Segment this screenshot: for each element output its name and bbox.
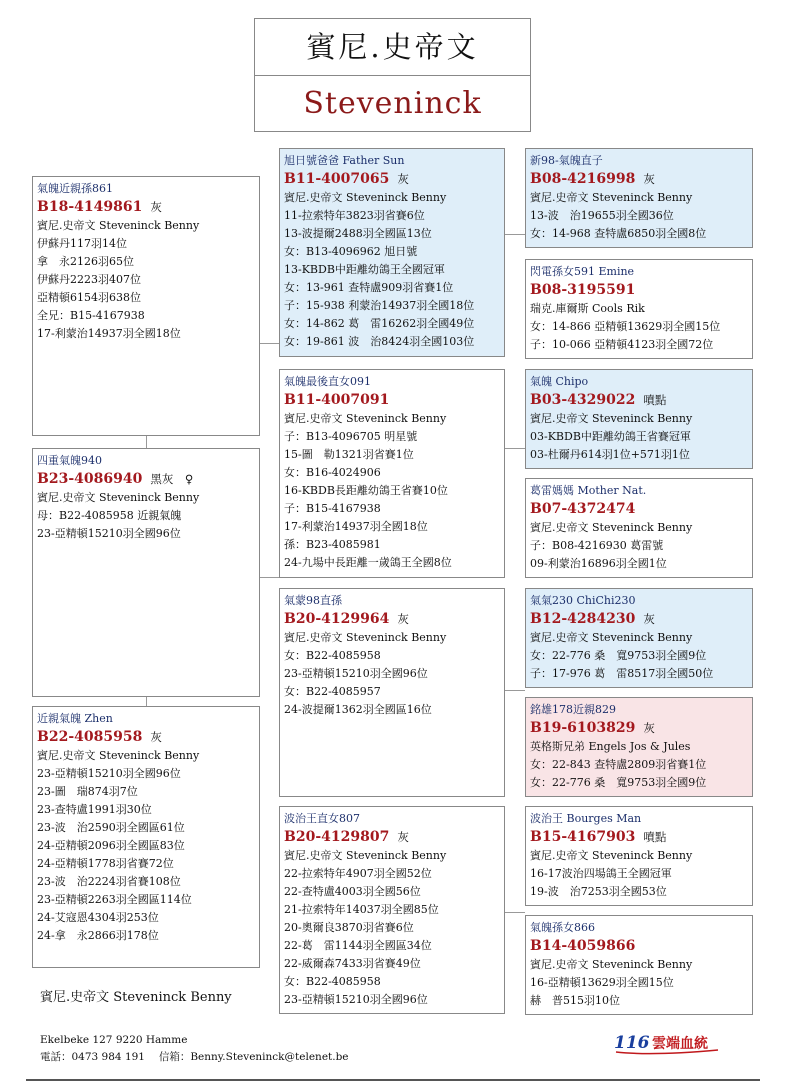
ring-number: B23-4086940 黑灰 ♀ bbox=[37, 471, 194, 487]
bird-name: 銘雄178近親829 bbox=[530, 703, 616, 716]
result-line: 女：19-861 波 治8424羽全國103位 bbox=[284, 335, 475, 348]
ring-number: B12-4284230 灰 bbox=[530, 611, 655, 627]
result-line: 子：17-976 葛 雷8517羽全國50位 bbox=[530, 667, 714, 680]
connector-dam-damsire bbox=[146, 697, 147, 706]
result-line: 女：22-776 桑 寬9753羽全國9位 bbox=[530, 776, 707, 789]
result-line: 22-拉索特年4907羽全國52位 bbox=[284, 867, 432, 880]
logo-text: 雲端血統 bbox=[652, 1036, 708, 1052]
pedigree-box-ggp-7 bbox=[525, 806, 753, 906]
result-line: 賓尼.史帝文 Steveninck Benny bbox=[284, 631, 447, 644]
bird-name: 近親氣魄 Zhen bbox=[37, 712, 113, 725]
result-line: 赫 普515羽10位 bbox=[530, 994, 620, 1007]
result-line: 15-圖 勒1321羽省賽1位 bbox=[284, 448, 414, 461]
result-line: 拿 永2126羽65位 bbox=[37, 255, 134, 268]
result-line: 19-波 治7253羽全國53位 bbox=[530, 885, 667, 898]
result-line: 11-拉索特年3823羽省賽6位 bbox=[284, 209, 425, 222]
bottom-rule bbox=[26, 1079, 760, 1081]
ring-number: B19-6103829 灰 bbox=[530, 720, 655, 736]
result-line: 13-波 治19655羽全國36位 bbox=[530, 209, 674, 222]
result-line: 伊蘇丹117羽14位 bbox=[37, 237, 127, 250]
pedigree-box-sire bbox=[32, 176, 260, 436]
ring-number: B20-4129807 灰 bbox=[284, 829, 409, 845]
pedigree-box-ggp-1 bbox=[525, 148, 753, 248]
result-line: 女：22-843 查特盧2809羽省賽1位 bbox=[530, 758, 707, 771]
result-line: 賓尼.史帝文 Steveninck Benny bbox=[530, 412, 693, 425]
plumage-color: 灰 bbox=[397, 612, 409, 626]
pedigree-box-ggp-5 bbox=[525, 588, 753, 688]
result-line: 女：14-862 葛 雷16262羽全國49位 bbox=[284, 317, 475, 330]
result-line: 亞精頓6154羽638位 bbox=[37, 291, 141, 304]
result-line: 16-17波治四場鴿王全國冠軍 bbox=[530, 867, 672, 880]
result-line: 22-查特盧4003羽全國56位 bbox=[284, 885, 421, 898]
breeder-signature: 賓尼.史帝文 Steveninck Benny bbox=[40, 990, 232, 1005]
result-line: 賓尼.史帝文 Steveninck Benny bbox=[530, 958, 693, 971]
result-line: 賓尼.史帝文 Steveninck Benny bbox=[284, 191, 447, 204]
result-line: 23-亞精頓15210羽全國96位 bbox=[37, 767, 181, 780]
result-line: 13-波提爾2488羽全國區13位 bbox=[284, 227, 432, 240]
pedigree-box-grandsire-2 bbox=[279, 588, 505, 797]
brand-logo bbox=[612, 1030, 722, 1058]
breeder-name-chinese: 賓尼.史帝文 bbox=[255, 19, 530, 76]
result-line: 子：10-066 亞精頓4123羽全國72位 bbox=[530, 338, 714, 351]
plumage-color: 噴點 bbox=[643, 393, 667, 407]
pedigree-box-ggp-2 bbox=[525, 259, 753, 359]
result-line: 22-威爾森7433羽省賽49位 bbox=[284, 957, 421, 970]
ring-number: B20-4129964 灰 bbox=[284, 611, 409, 627]
connector-sire-gp1 bbox=[260, 343, 279, 344]
result-line: 24-拿 永2866羽178位 bbox=[37, 929, 159, 942]
bird-name: 閃電孫女591 Emine bbox=[530, 265, 635, 278]
ring-number: B11-4007065 灰 bbox=[284, 171, 409, 187]
ring-number: B07-4372474 bbox=[530, 501, 636, 517]
result-line: 賓尼.史帝文 Steveninck Benny bbox=[530, 191, 693, 204]
plumage-color: 灰 bbox=[643, 612, 655, 626]
result-line: 23-查特盧1991羽30位 bbox=[37, 803, 152, 816]
result-line: 賓尼.史帝文 Steveninck Benny bbox=[37, 491, 200, 504]
result-line: 母：B22-4085958 近親氣魄 bbox=[37, 509, 182, 522]
connector-gp3-ggp5 bbox=[505, 690, 525, 691]
breeder-name-english: Steveninck bbox=[303, 86, 482, 121]
contact-block bbox=[40, 1032, 349, 1066]
result-line: 22-葛 雷1144羽全國區34位 bbox=[284, 939, 432, 952]
connector-gp1-ggp1 bbox=[505, 234, 525, 235]
result-line: 23-亞精頓15210羽全國96位 bbox=[284, 667, 428, 680]
result-line: 23-亞精頓15210羽全國96位 bbox=[284, 993, 428, 1006]
pedigree-box-dam bbox=[32, 448, 260, 697]
result-line: 孫：B23-4085981 bbox=[284, 538, 381, 551]
result-line: 20-奧爾良3870羽省賽6位 bbox=[284, 921, 414, 934]
result-line: 伊蘇丹2223羽407位 bbox=[37, 273, 141, 286]
bird-name: 氣魄近親孫861 bbox=[37, 182, 113, 195]
result-line: 24-亞精頓1778羽省賽72位 bbox=[37, 857, 174, 870]
result-line: 賓尼.史帝文 Steveninck Benny bbox=[37, 219, 200, 232]
address-line: Ekelbeke 127 9220 Hamme bbox=[40, 1034, 188, 1046]
pedigree-box-ggp-4 bbox=[525, 478, 753, 578]
result-line: 子：B13-4096705 明星號 bbox=[284, 430, 418, 443]
result-line: 英格斯兄弟 Engels Jos & Jules bbox=[530, 740, 691, 753]
contact-line: 電話：0473 984 191 信箱：Benny.Steveninck@telenet.be bbox=[40, 1051, 349, 1063]
result-line: 賓尼.史帝文 Steveninck Benny bbox=[284, 849, 447, 862]
ring-number: B11-4007091 bbox=[284, 392, 390, 408]
result-line: 女：14-866 亞精頓13629羽全國15位 bbox=[530, 320, 721, 333]
pedigree-box-dam-sire-main bbox=[32, 706, 260, 968]
ring-number: B03-4329022 噴點 bbox=[530, 392, 667, 408]
result-line: 女：B13-4096962 旭日號 bbox=[284, 245, 418, 258]
connector-gp4-ggp7 bbox=[505, 912, 525, 913]
result-line: 女：B22-4085958 bbox=[284, 649, 381, 662]
result-line: 賓尼.史帝文 Steveninck Benny bbox=[284, 412, 447, 425]
result-line: 全兄：B15-4167938 bbox=[37, 309, 145, 322]
result-line: 賓尼.史帝文 Steveninck Benny bbox=[530, 631, 693, 644]
bird-name: 氣魄孫女866 bbox=[530, 921, 595, 934]
ring-number: B08-3195591 bbox=[530, 282, 636, 298]
result-line: 賓尼.史帝文 Steveninck Benny bbox=[530, 849, 693, 862]
pedigree-box-ggp-6 bbox=[525, 697, 753, 797]
result-line: 女：22-776 桑 寬9753羽全國9位 bbox=[530, 649, 707, 662]
plumage-color: 灰 bbox=[643, 172, 655, 186]
result-line: 23-波 治2590羽全國區61位 bbox=[37, 821, 185, 834]
bird-name: 氣魄最後直女091 bbox=[284, 375, 371, 388]
pedigree-box-granddam-1 bbox=[279, 369, 505, 578]
result-line: 16-亞精頓13629羽全國15位 bbox=[530, 976, 674, 989]
bird-name: 旭日號爸爸 Father Sun bbox=[284, 154, 405, 167]
connector-sire-dam bbox=[146, 436, 147, 448]
result-line: 21-拉索特年14037羽全國85位 bbox=[284, 903, 439, 916]
ring-number: B18-4149861 灰 bbox=[37, 199, 162, 215]
plumage-color: 灰 bbox=[150, 200, 162, 214]
result-line: 子：B15-4167938 bbox=[284, 502, 381, 515]
result-line: 女：B22-4085957 bbox=[284, 685, 381, 698]
plumage-color: 灰 bbox=[150, 730, 162, 744]
result-line: 女：13-961 查特盧909羽省賽1位 bbox=[284, 281, 454, 294]
result-line: 16-KBDB長距離幼鴿王省賽10位 bbox=[284, 484, 448, 497]
bird-name: 氣氣230 ChiChi230 bbox=[530, 594, 636, 607]
result-line: 女：B16-4024906 bbox=[284, 466, 381, 479]
result-line: 瑞克.庫爾斯 Cools Rik bbox=[530, 302, 645, 315]
result-line: 03-KBDB中距離幼鴿王省賽冠軍 bbox=[530, 430, 691, 443]
pedigree-box-granddam-2 bbox=[279, 806, 505, 1014]
ring-number: B08-4216998 灰 bbox=[530, 171, 655, 187]
result-line: 女：14-968 查特盧6850羽全國8位 bbox=[530, 227, 707, 240]
bird-name: 新98-氣魄直子 bbox=[530, 154, 603, 167]
logo-number: 116 bbox=[614, 1033, 650, 1053]
result-line: 09-利蒙治16896羽全國1位 bbox=[530, 557, 667, 570]
connector-gp2-ggp3 bbox=[505, 448, 525, 449]
pedigree-box-ggp-8 bbox=[525, 915, 753, 1015]
result-line: 24-波提爾1362羽全國區16位 bbox=[284, 703, 432, 716]
result-line: 17-利蒙治14937羽全國18位 bbox=[37, 327, 181, 340]
connector-dam-gp3 bbox=[260, 577, 279, 578]
result-line: 23-亞精頓15210羽全國96位 bbox=[37, 527, 181, 540]
bird-name: 葛雷媽媽 Mother Nat. bbox=[530, 484, 647, 497]
result-line: 子：B08-4216930 葛雷號 bbox=[530, 539, 664, 552]
result-line: 賓尼.史帝文 Steveninck Benny bbox=[37, 749, 200, 762]
result-line: 子：15-938 利蒙治14937羽全國18位 bbox=[284, 299, 475, 312]
bird-name: 四重氣魄940 bbox=[37, 454, 102, 467]
result-line: 賓尼.史帝文 Steveninck Benny bbox=[530, 521, 693, 534]
ring-number: B14-4059866 bbox=[530, 938, 636, 954]
ring-number: B15-4167903 噴點 bbox=[530, 829, 667, 845]
bird-name: 氣魄 Chipo bbox=[530, 375, 589, 388]
result-line: 23-亞精頓2263羽全國區114位 bbox=[37, 893, 192, 906]
bird-name: 波治王直女807 bbox=[284, 812, 360, 825]
plumage-color: 灰 bbox=[397, 172, 409, 186]
plumage-color: 黑灰 ♀ bbox=[150, 472, 194, 486]
result-line: 23-波 治2224羽省賽108位 bbox=[37, 875, 181, 888]
result-line: 17-利蒙治14937羽全國18位 bbox=[284, 520, 428, 533]
ring-number: B22-4085958 灰 bbox=[37, 729, 162, 745]
plumage-color: 噴點 bbox=[643, 830, 667, 844]
plumage-color: 灰 bbox=[397, 830, 409, 844]
title-box bbox=[254, 18, 531, 132]
pedigree-box-ggp-3 bbox=[525, 369, 753, 469]
bird-name: 氣蒙98直孫 bbox=[284, 594, 342, 607]
result-line: 03-杜爾丹614羽1位+571羽1位 bbox=[530, 448, 690, 461]
result-line: 24-九場中長距離一歲鴿王全國8位 bbox=[284, 556, 452, 569]
result-line: 23-圖 瑞874羽7位 bbox=[37, 785, 138, 798]
bird-name: 波治王 Bourges Man bbox=[530, 812, 642, 825]
plumage-color: 灰 bbox=[643, 721, 655, 735]
result-line: 女：B22-4085958 bbox=[284, 975, 381, 988]
pedigree-box-grandsire-1 bbox=[279, 148, 505, 357]
result-line: 24-艾寇恩4304羽253位 bbox=[37, 911, 159, 924]
result-line: 24-亞精頓2096羽全國區83位 bbox=[37, 839, 185, 852]
result-line: 13-KBDB中距離幼鴿王全國冠軍 bbox=[284, 263, 445, 276]
